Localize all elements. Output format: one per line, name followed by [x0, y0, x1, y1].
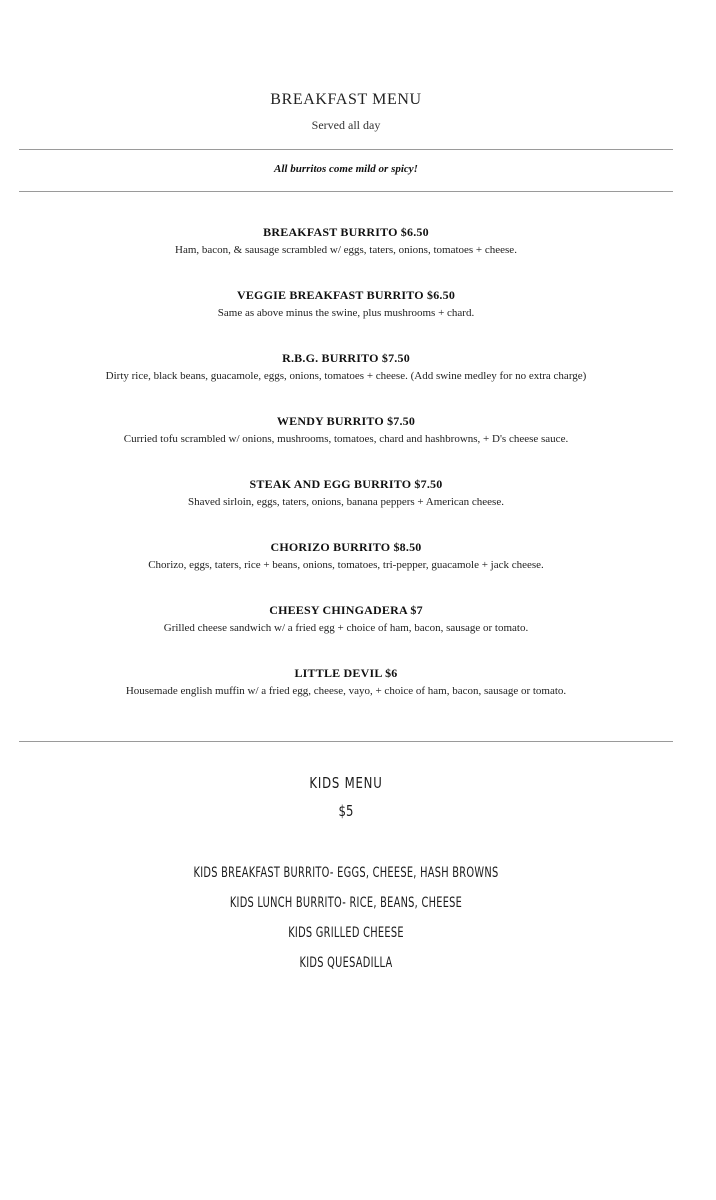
- menu-item-steak-and-egg-burrito: [0, 474, 692, 537]
- menu-item-name: WENDY BURRITO $7.50: [276, 414, 416, 428]
- menu-item-description: Grilled cheese sandwich w/ a fried egg + choice of ham, bacon, sausage or tomato.: [163, 622, 529, 634]
- menu-item-breakfast-burrito: [0, 222, 692, 285]
- menu-item-name: BREAKFAST BURRITO $6.50: [263, 225, 429, 239]
- menu-item-chorizo-burrito: [0, 537, 692, 600]
- divider-kids: [19, 741, 673, 742]
- menu-subtitle: Served all day: [311, 118, 381, 132]
- menu-item-name: R.B.G. BURRITO $7.50: [282, 351, 410, 365]
- menu-item-name: VEGGIE BREAKFAST BURRITO $6.50: [236, 288, 456, 302]
- menu-item-description: Chorizo, eggs, taters, rice + beans, onions, tomatoes, tri-pepper, guacamole + jack cheese.: [148, 559, 544, 571]
- menu-item-description: Ham, bacon, & sausage scrambled w/ eggs, taters, onions, tomatoes + cheese.: [175, 244, 517, 256]
- kids-menu-title: KIDS MENU: [309, 774, 383, 792]
- menu-item-name: CHEESY CHINGADERA $7: [269, 603, 423, 617]
- burrito-note: All burritos come mild or spicy!: [274, 163, 418, 175]
- menu-item-description: Shaved sirloin, eggs, taters, onions, banana peppers + American cheese.: [188, 496, 504, 508]
- kids-menu-item: KIDS BREAKFAST BURRITO- EGGS, CHEESE, HASH BROWNS: [193, 865, 499, 881]
- menu-item-description: Curried tofu scrambled w/ onions, mushrooms, tomatoes, chard and hashbrowns, + D's cheese sauce.: [123, 433, 569, 445]
- divider-under-note: [19, 191, 673, 192]
- kids-menu-item: KIDS LUNCH BURRITO- RICE, BEANS, CHEESE: [229, 895, 463, 911]
- menu-item-veggie-breakfast-burrito: [0, 285, 692, 348]
- divider-top: [19, 149, 673, 150]
- kids-menu-price: $5: [338, 802, 354, 820]
- kids-menu-item: KIDS GRILLED CHEESE: [288, 925, 404, 941]
- menu-item-little-devil: [0, 663, 692, 726]
- menu-item-description: Same as above minus the swine, plus mushrooms + chard.: [217, 307, 475, 319]
- menu-item-name: STEAK AND EGG BURRITO $7.50: [249, 477, 443, 491]
- menu-title: BREAKFAST MENU: [270, 91, 422, 108]
- menu-item-description: Housemade english muffin w/ a fried egg, cheese, vayo, + choice of ham, bacon, sausage or tomato.: [125, 685, 567, 697]
- menu-item-rbg-burrito: [0, 348, 692, 411]
- menu-item-name: CHORIZO BURRITO $8.50: [270, 540, 422, 554]
- kids-menu-section: [0, 772, 692, 978]
- menu-item-cheesy-chingadera: [0, 600, 692, 663]
- breakfast-items-list: [0, 222, 692, 726]
- menu-item-description: Dirty rice, black beans, guacamole, eggs, onions, tomatoes + cheese. (Add swine medley for no extra charge): [105, 370, 587, 382]
- kids-menu-item: KIDS QUESADILLA: [299, 955, 393, 971]
- menu-item-wendy-burrito: [0, 411, 692, 474]
- kids-menu-list: [0, 858, 692, 978]
- menu-item-name: LITTLE DEVIL $6: [294, 666, 398, 680]
